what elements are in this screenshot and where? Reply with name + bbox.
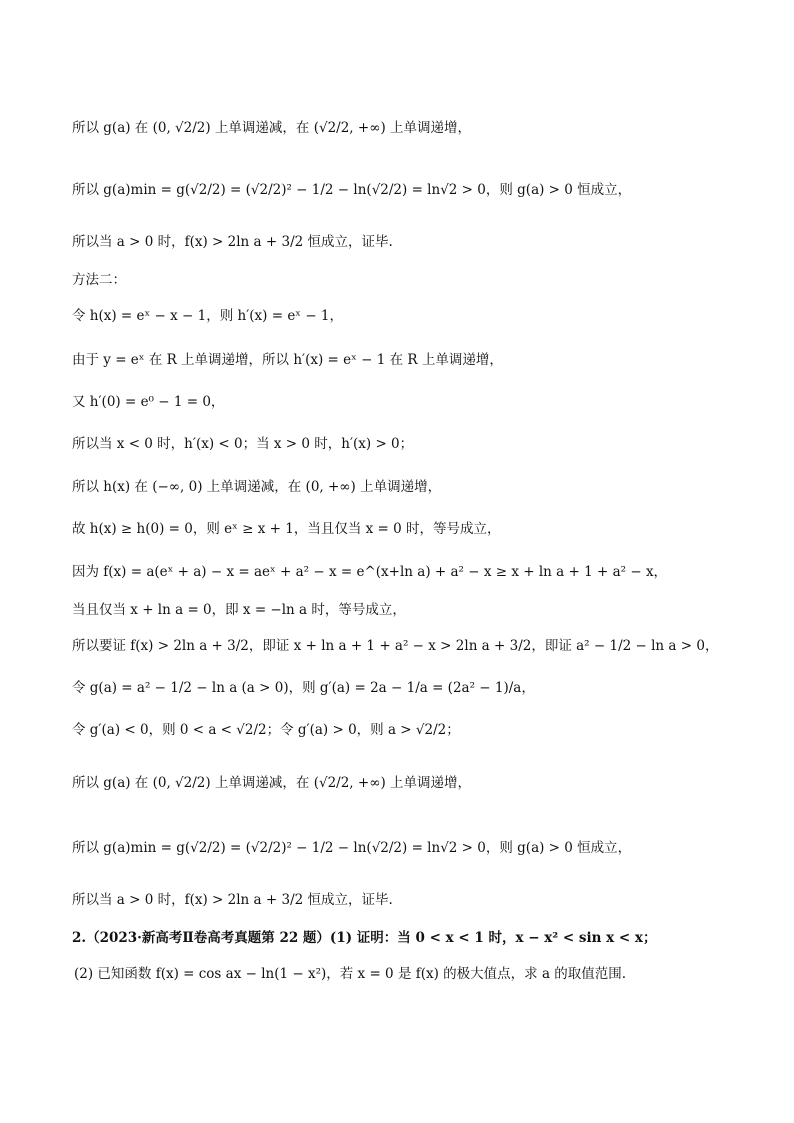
problem-2-part-2: (2) 已知函数 f(x) = cos ax − ln(1 − x²)，若 x = 0 是 f(x) 的极大值点，求 a 的取值范围. [74,966,627,982]
text-line-8: 所以当 x < 0 时，h′(x) < 0；当 x > 0 时，h′(x) > 0； [72,436,414,452]
text-line-11: 因为 f(x) = a(eˣ + a) − x = aeˣ + a² − x = e^(x+ln a) + a² − x ≥ x + ln a + 1 + a² − x， [72,564,668,580]
text-line-10: 故 h(x) ≥ h(0) = 0，则 eˣ ≥ x + 1，当且仅当 x = 0 时，等号成立， [72,521,501,537]
text-line-3: 所以当 a > 0 时，f(x) > 2ln a + 3/2 恒成立，证毕. [72,234,393,250]
text-line-13: 所以要证 f(x) > 2ln a + 3/2，即证 x + ln a + 1 + a² − x > 2ln a + 3/2，即证 a² − 1/2 − ln a > 0， [72,638,719,654]
text-line-16: 所以 g(a) 在 (0, √2/2) 上单调递减，在 (√2/2, +∞) 上单调递增， [72,775,472,791]
text-line-7: 又 h′(0) = e⁰ − 1 = 0， [72,394,225,410]
text-line-2: 所以 g(a)min = g(√2/2) = (√2/2)² − 1/2 − ln(√2/2) = ln√2 > 0，则 g(a) > 0 恒成立， [72,182,632,198]
text-line-9: 所以 h(x) 在 (−∞, 0) 上单调递减，在 (0, +∞) 上单调递增， [72,479,442,495]
text-line-17: 所以 g(a)min = g(√2/2) = (√2/2)² − 1/2 − ln(√2/2) = ln√2 > 0，则 g(a) > 0 恒成立， [72,840,632,856]
text-line-6: 由于 y = eˣ 在 R 上单调递增，所以 h′(x) = eˣ − 1 在 R 上单调递增， [72,352,503,368]
text-line-15: 令 g′(a) < 0，则 0 < a < √2/2；令 g′(a) > 0，则 a > √2/2； [72,722,460,738]
text-line-14: 令 g(a) = a² − 1/2 − ln a (a > 0)，则 g′(a) = 2a − 1/a = (2a² − 1)/a， [72,680,535,696]
text-line-1: 所以 g(a) 在 (0, √2/2) 上单调递减，在 (√2/2, +∞) 上单调递增， [72,120,472,136]
text-line-4: 方法二： [72,272,126,288]
text-line-18: 所以当 a > 0 时，f(x) > 2ln a + 3/2 恒成立，证毕. [72,892,393,908]
text-line-5: 令 h(x) = eˣ − x − 1，则 h′(x) = eˣ − 1， [72,308,344,324]
text-line-12: 当且仅当 x + ln a = 0，即 x = −ln a 时，等号成立， [72,602,406,618]
problem-2-heading: 2.（2023·新高考Ⅱ卷高考真题第 22 题）(1) 证明：当 0 < x < 1 时，x − x² < sin x < x； [72,930,657,946]
